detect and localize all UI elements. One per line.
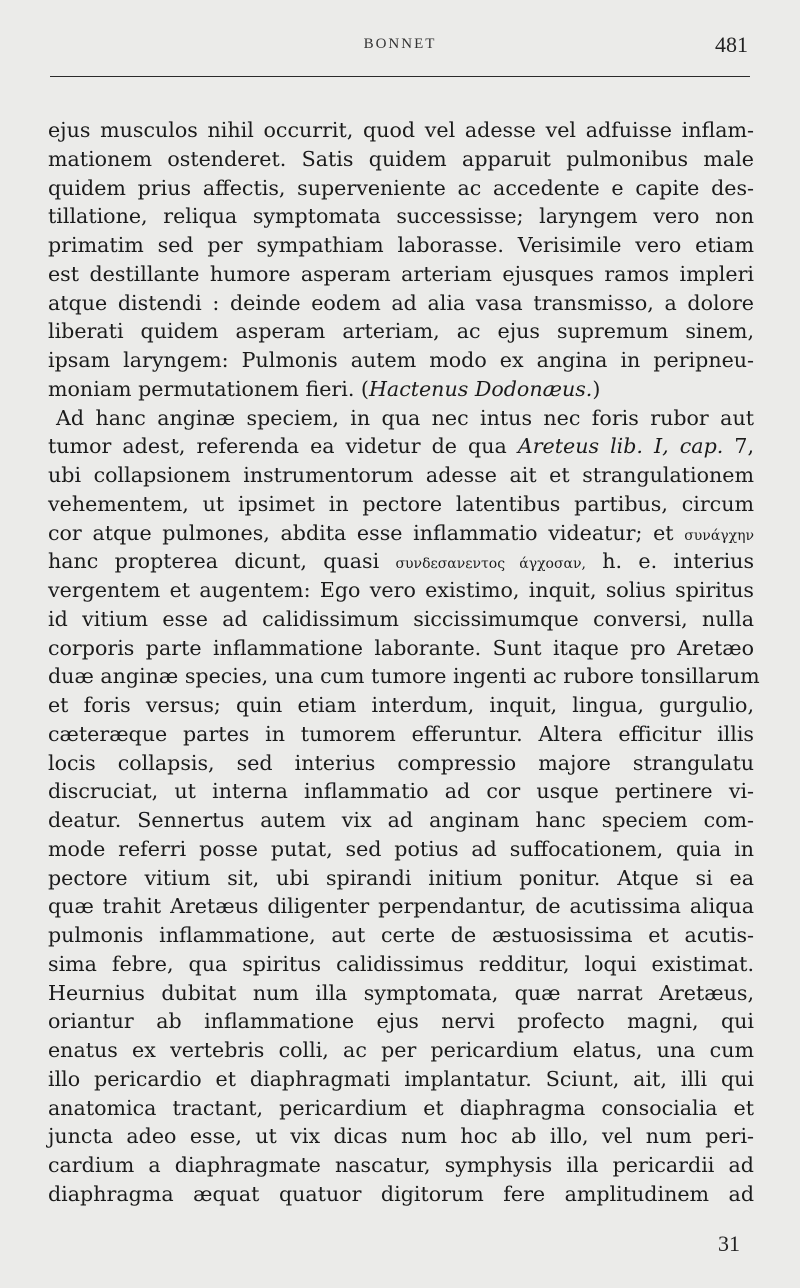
header-rule [50, 76, 750, 77]
text-line: pectore vitium sit, ubi spirandi initium ponitur. Atque si ea [48, 865, 754, 890]
text-fragment: 7, [734, 434, 755, 459]
text-line: quidem prius affectis, superveniente ac accedente e capite des- [48, 175, 754, 200]
text-line: deatur. Sennertus autem vix ad anginam hanc speciem com- [48, 808, 754, 832]
text-line [48, 432, 754, 461]
text-line: et foris versus; quin etiam interdum, inquit, lingua, gurgulio, [48, 693, 754, 717]
text-fragment: moniam permutationem fieri. ( [48, 376, 369, 401]
text-line: pulmonis inflammatione, aut certe de æstuosissima et acutis- [48, 923, 754, 947]
text-line: sima febre, qua spiritus calidissimus redditur, loqui existimat. [48, 951, 754, 976]
text-line: ubi collapsionem instrumentorum adesse ait et strangulationem [48, 463, 754, 487]
text-line: liberati quidem asperam arteriam, ac ejus supremum sinem, [48, 319, 754, 344]
greek-phrase: συνδεσανεντος άγχοσαν, [395, 556, 586, 573]
text-line: tillatione, reliqua symptomata successisse; laryngem vero non [48, 204, 754, 229]
text-line: vehementem, ut ipsimet in pectore latentibus partibus, circum [48, 491, 754, 516]
text-line: Ad hanc anginæ speciem, in qua nec intus nec foris rubor aut [56, 405, 754, 430]
running-head: BONNET [363, 36, 437, 52]
text-line [48, 519, 754, 548]
italic-reference: Areteus lib. I, cap. [517, 434, 724, 459]
text-line [48, 375, 754, 404]
text-fragment: ) [592, 376, 601, 401]
page-number: 481 [715, 32, 748, 57]
text-line: primatim sed per sympathiam laborasse. Verisimile vero etiam [48, 233, 754, 257]
text-fragment: tumor adest, referenda ea videtur de qua [48, 434, 507, 459]
text-line: oriantur ab inflammatione ejus nervi profecto magni, qui [48, 1009, 754, 1034]
text-line: illo pericardio et diaphragmati implantatur. Sciunt, ait, illi qui [48, 1066, 754, 1091]
text-line: corporis parte inflammatione laborante. Sunt itaque pro Aretæo [48, 635, 754, 660]
text-line: ipsam laryngem: Pulmonis autem modo ex angina in peripneu- [48, 348, 754, 372]
text-line: ejus musculos nihil occurrit, quod vel adesse vel adfuisse inflam- [48, 118, 754, 142]
text-line: enatus ex vertebris colli, ac per pericardium elatus, una cum [48, 1038, 754, 1062]
text-line: mationem ostenderet. Satis quidem apparuit pulmonibus male [48, 146, 754, 171]
text-line: est destillante humore asperam arteriam ejusques ramos impleri [48, 261, 754, 286]
text-line [48, 547, 754, 576]
text-fragment: cor atque pulmones, abdita esse inflammatio videatur; et [48, 520, 674, 545]
text-line: anatomica tractant, pericardium et diaphragma consocialia et [48, 1095, 754, 1120]
body-text [48, 116, 760, 1209]
text-line: locis collapsis, sed interius compressio majore strangulatu [48, 750, 754, 775]
signature-mark: 31 [718, 1231, 740, 1256]
text-line: juncta adeo esse, ut vix dicas num hoc ab illo, vel num peri- [48, 1124, 754, 1149]
text-fragment: h. e. interius [602, 549, 755, 574]
text-line: vergentem et augentem: Ego vero existimo, inquit, solius spiritus [48, 578, 754, 602]
text-line: quæ trahit Aretæus diligenter perpendantur, de acutissima aliqua [48, 894, 754, 919]
text-line: id vitium esse ad calidissimum siccissimumque conversi, nulla [48, 606, 754, 631]
text-line: cardium a diaphragmate nascatur, symphysis illa pericardii ad [48, 1153, 754, 1177]
page-header [50, 32, 750, 62]
text-line: duæ anginæ species, una cum tumore ingenti ac rubore tonsillarum [48, 664, 760, 689]
text-line: cæteræque partes in tumorem efferuntur. Altera efficitur illis [48, 721, 754, 746]
italic-citation: Hactenus Dodonæus. [368, 376, 593, 401]
text-line: discruciat, ut interna inflammatio ad cor usque pertinere vi- [48, 779, 754, 804]
greek-word: συνάγχην [684, 527, 755, 544]
text-line: atque distendi : deinde eodem ad alia vasa transmisso, a dolore [48, 290, 754, 315]
text-fragment: hanc propterea dicunt, quasi [48, 549, 380, 574]
text-line: diaphragma æquat quatuor digitorum fere amplitudinem ad [48, 1181, 754, 1206]
text-line: Heurnius dubitat num illa symptomata, quæ narrat Aretæus, [48, 980, 754, 1005]
text-line: mode referri posse putat, sed potius ad suffocationem, quia in [48, 836, 754, 861]
